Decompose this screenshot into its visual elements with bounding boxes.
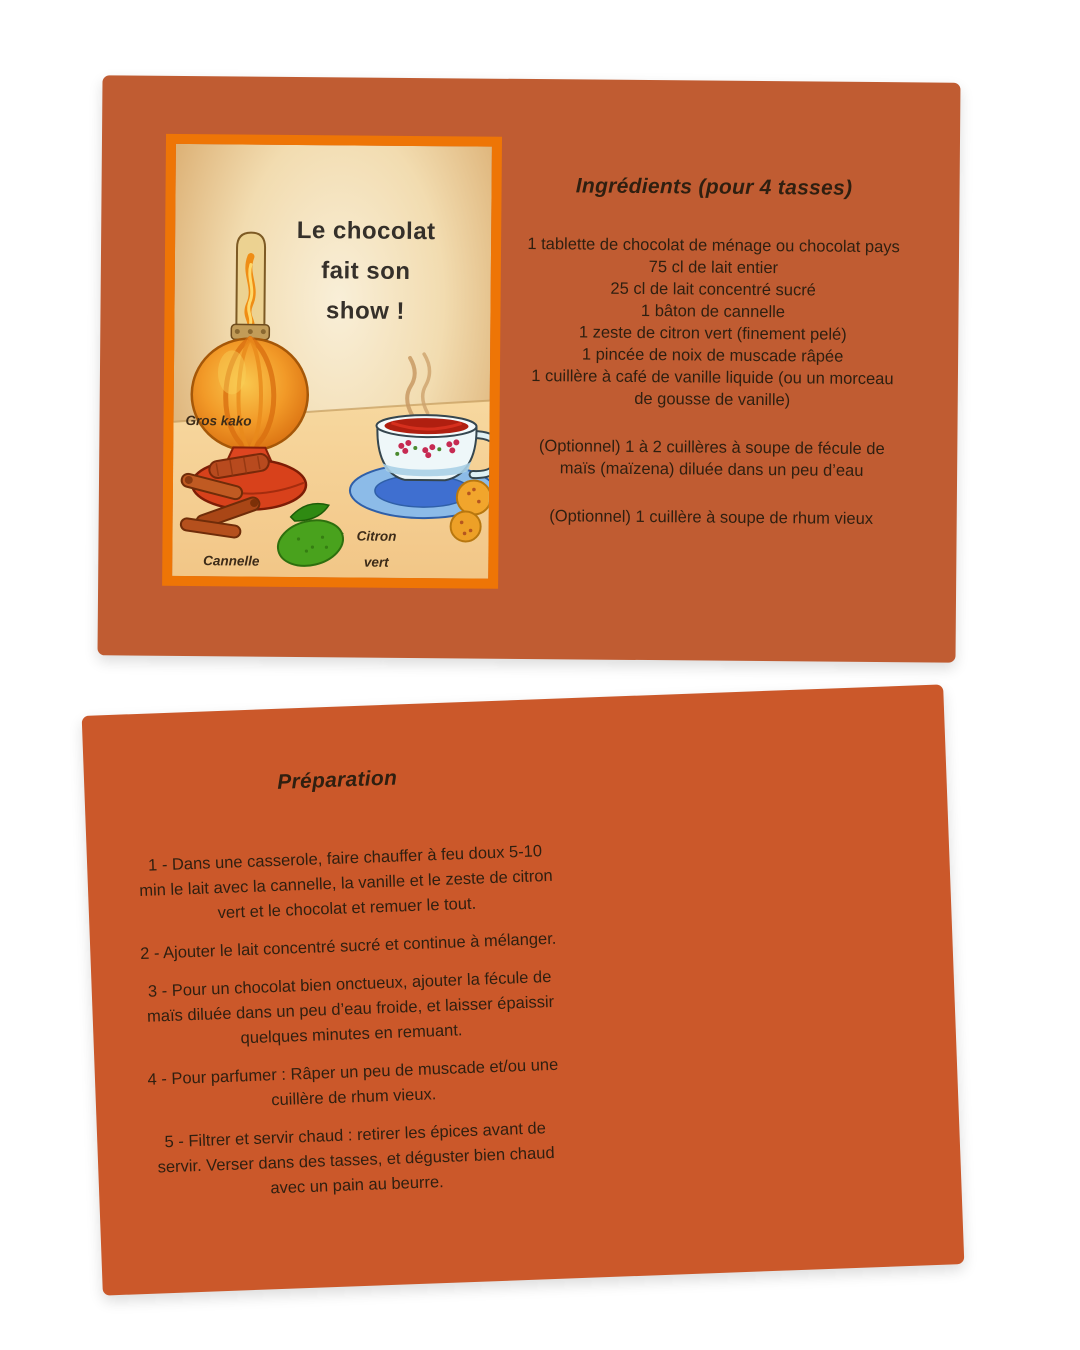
preparation-step: 3 - Pour un chocolat bien onctueux, ajouter la fécule de maïs diluée dans un peu d’eau froide, et laisser épaissir quelques minutes en remuant. — [146, 967, 555, 1048]
ingredient-item: 1 tablette de chocolat de ménage ou chocolat pays — [527, 234, 900, 257]
recipe-picture — [162, 134, 502, 589]
preparation-step: 2 - Ajouter le lait concentré sucré et continue à mélanger. — [139, 929, 557, 963]
ingredient-item: 1 bâton de cannelle — [640, 301, 786, 322]
ingredient-item: 1 zeste de citron vert (finement pelé) — [578, 323, 847, 344]
preparation-step: 4 - Pour parfumer : Râper un peu de muscade et/ou une cuillère de rhum vieux. — [147, 1055, 559, 1110]
ingredients-heading: Ingrédients (pour 4 tasses) — [575, 174, 853, 200]
optional-note: (Optionnel) 1 à 2 cuillères à soupe de fécule de maïs (maïzena) diluée dans un peu d’eau — [538, 437, 885, 480]
optional-note: (Optionnel) 1 cuillère à soupe de rhum vieux — [549, 507, 874, 529]
picture-title-line: show ! — [325, 297, 406, 325]
ingredient-item: 75 cl de lait entier — [648, 258, 779, 278]
ingredients-list — [520, 233, 907, 412]
ingredient-item: 1 pincée de noix de muscade râpée — [581, 345, 844, 366]
ingredient-item: 25 cl de lait concentré sucré — [610, 279, 816, 300]
picture-title-line: fait son — [321, 257, 411, 285]
preparation-step: 1 - Dans une casserole, faire chauffer à feu doux 5-10 min le lait avec la cannelle, la vanille et le zeste de citron vert et le chocolat et remuer le tout. — [138, 842, 553, 923]
recipe-card-front — [97, 75, 960, 662]
label-gros-kako: Gros kako — [185, 413, 252, 429]
preparation-steps — [135, 839, 568, 1219]
label-citron-vert: Citron vert — [356, 528, 397, 570]
optional-notes — [519, 435, 905, 530]
label-cannelle: Cannelle — [203, 553, 260, 569]
ingredient-item: 1 cuillère à café de vanille liquide (ou un morceau de gousse de vanille) — [531, 367, 894, 410]
ingredients-section — [519, 175, 907, 530]
preparation-step: 5 - Filtrer et servir chaud : retirer les épices avant de servir. Verser dans des tasses, et déguster bien chaud avec un pain au beurre. — [157, 1119, 555, 1198]
preparation-heading: Préparation — [276, 766, 398, 794]
picture-title-line: Le chocolat — [296, 216, 436, 246]
watercolor-illustration — [172, 144, 492, 579]
picture-title — [274, 211, 457, 333]
recipe-card-back — [82, 684, 965, 1295]
